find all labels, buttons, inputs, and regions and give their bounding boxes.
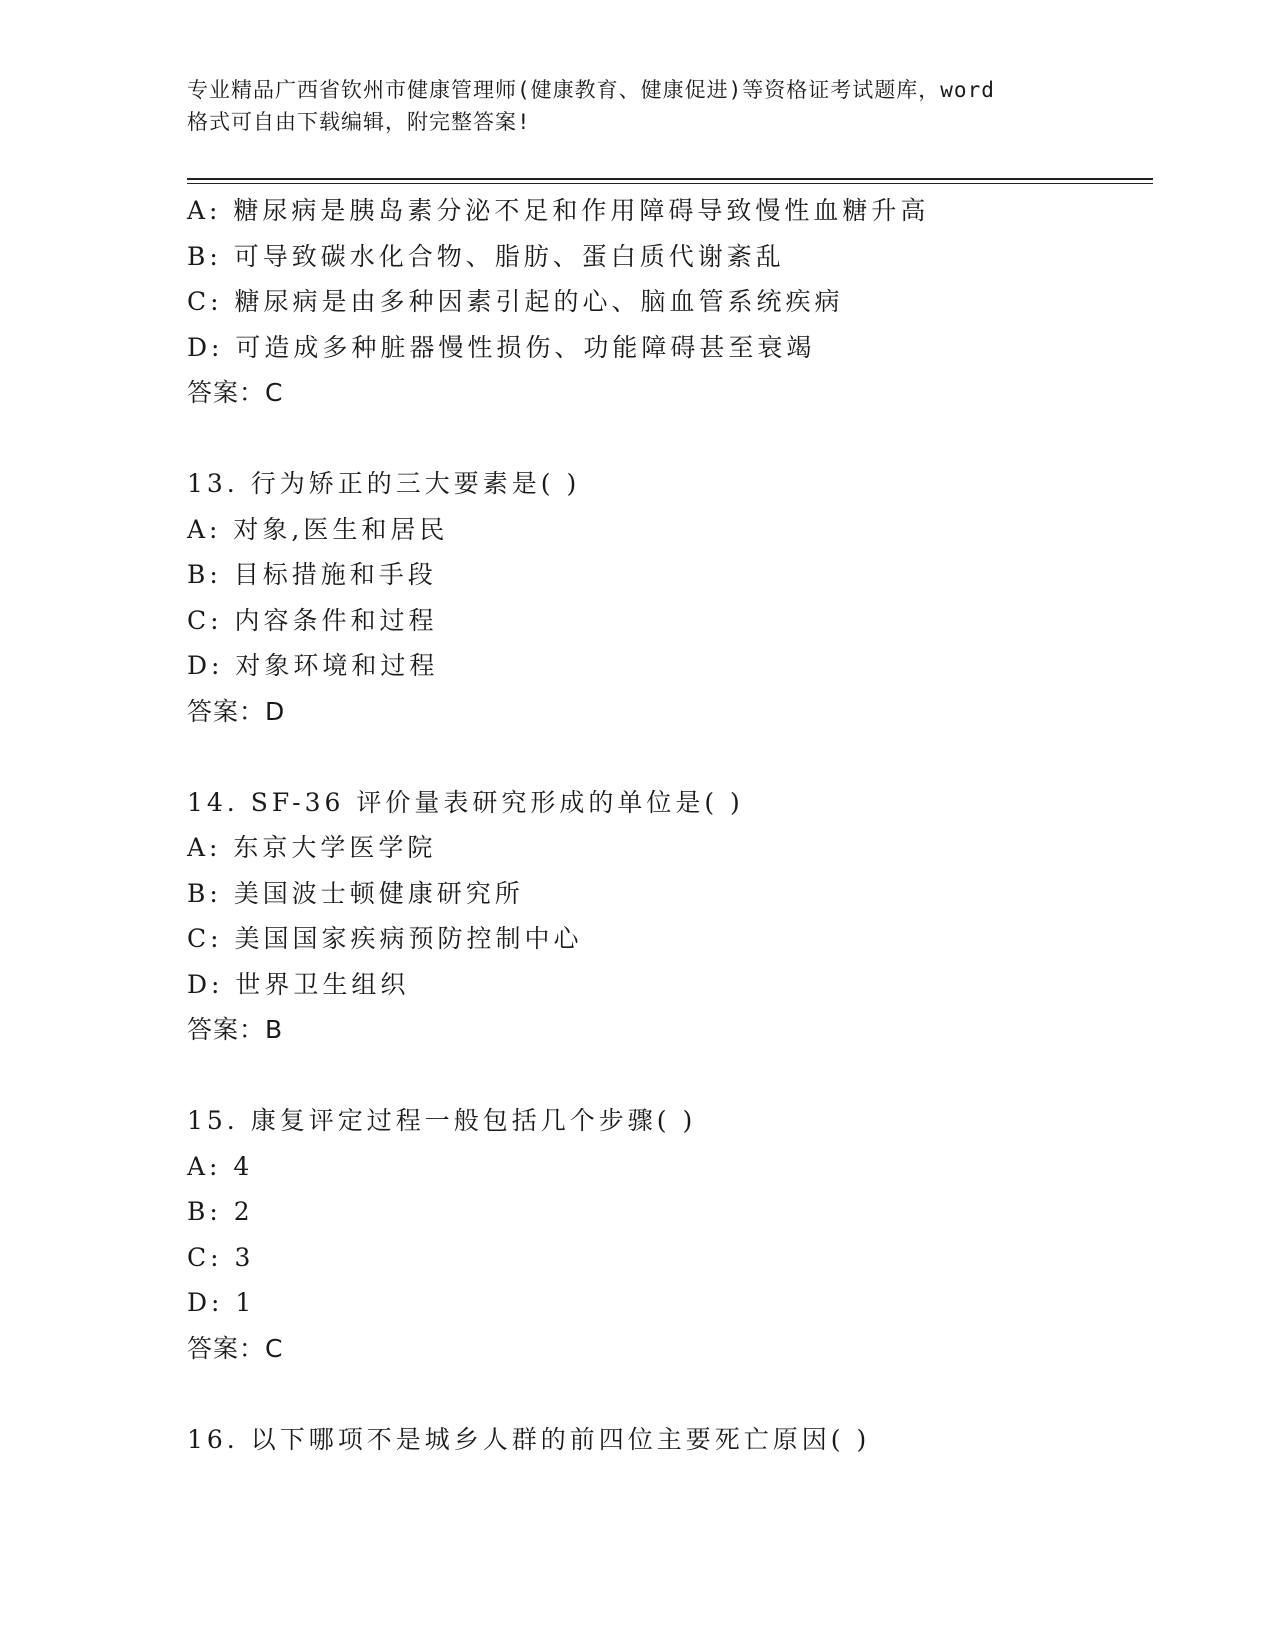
header-rule-thin xyxy=(187,183,1153,184)
question-13-block xyxy=(187,461,1147,734)
question-number: 14. xyxy=(187,787,239,817)
answer-line: 答案：B xyxy=(187,1015,284,1044)
question-text: 行为矫正的三大要素是( ) xyxy=(250,469,581,498)
document-header xyxy=(187,74,1087,138)
option-c: C: 糖尿病是由多种因素引起的心、脑血管系统疾病 xyxy=(187,287,844,316)
spacer xyxy=(187,1371,1147,1417)
question-text: SF-36 评价量表研究形成的单位是( ) xyxy=(250,787,744,817)
option-b: B: 美国波士顿健康研究所 xyxy=(187,878,524,908)
question-title xyxy=(187,1417,1147,1463)
option-c: C: 3 xyxy=(187,1242,255,1272)
option-a: A: 东京大学医学院 xyxy=(187,833,437,862)
spacer xyxy=(187,734,1147,780)
question-12-block xyxy=(187,188,1147,416)
option-b: B: 2 xyxy=(187,1197,254,1226)
question-title xyxy=(187,1098,1147,1144)
question-number: 15. xyxy=(187,1106,239,1135)
question-list xyxy=(187,188,1147,1462)
header-rule-thick xyxy=(187,178,1153,180)
question-14-block xyxy=(187,780,1147,1053)
option-a: A: 糖尿病是胰岛素分泌不足和作用障碍导致慢性血糖升高 xyxy=(187,196,930,225)
question-text: 以下哪项不是城乡人群的前四位主要死亡原因( ) xyxy=(250,1424,871,1454)
header-line-2: 格式可自由下载编辑，附完整答案! xyxy=(187,110,531,134)
option-c: C: 美国国家疾病预防控制中心 xyxy=(187,924,583,953)
question-number: 13. xyxy=(187,469,239,498)
option-d: D: 世界卫生组织 xyxy=(187,969,410,999)
question-16-block xyxy=(187,1417,1147,1463)
question-text: 康复评定过程一般包括几个步骤( ) xyxy=(250,1106,697,1135)
option-b: B: 可导致碳水化合物、脂肪、蛋白质代谢紊乱 xyxy=(187,241,785,271)
question-15-block xyxy=(187,1098,1147,1371)
option-d: D: 可造成多种脏器慢性损伤、功能障碍甚至衰竭 xyxy=(187,332,816,362)
answer-line: 答案：C xyxy=(187,1333,284,1363)
spacer xyxy=(187,1053,1147,1099)
question-title xyxy=(187,461,1147,507)
option-d: D: 对象环境和过程 xyxy=(187,651,439,680)
option-b: B: 目标措施和手段 xyxy=(187,560,437,589)
answer-line: 答案：D xyxy=(187,696,286,726)
option-c: C: 内容条件和过程 xyxy=(187,605,438,635)
spacer xyxy=(187,416,1147,462)
option-d: D: 1 xyxy=(187,1288,256,1317)
question-title xyxy=(187,780,1147,826)
question-number: 16. xyxy=(187,1424,239,1454)
answer-line: 答案：C xyxy=(187,378,284,407)
header-line-1: 专业精品广西省钦州市健康管理师(健康教育、健康促进)等资格证考试题库，word xyxy=(187,78,995,102)
option-a: A: 4 xyxy=(187,1151,254,1181)
option-a: A: 对象,医生和居民 xyxy=(187,514,449,544)
